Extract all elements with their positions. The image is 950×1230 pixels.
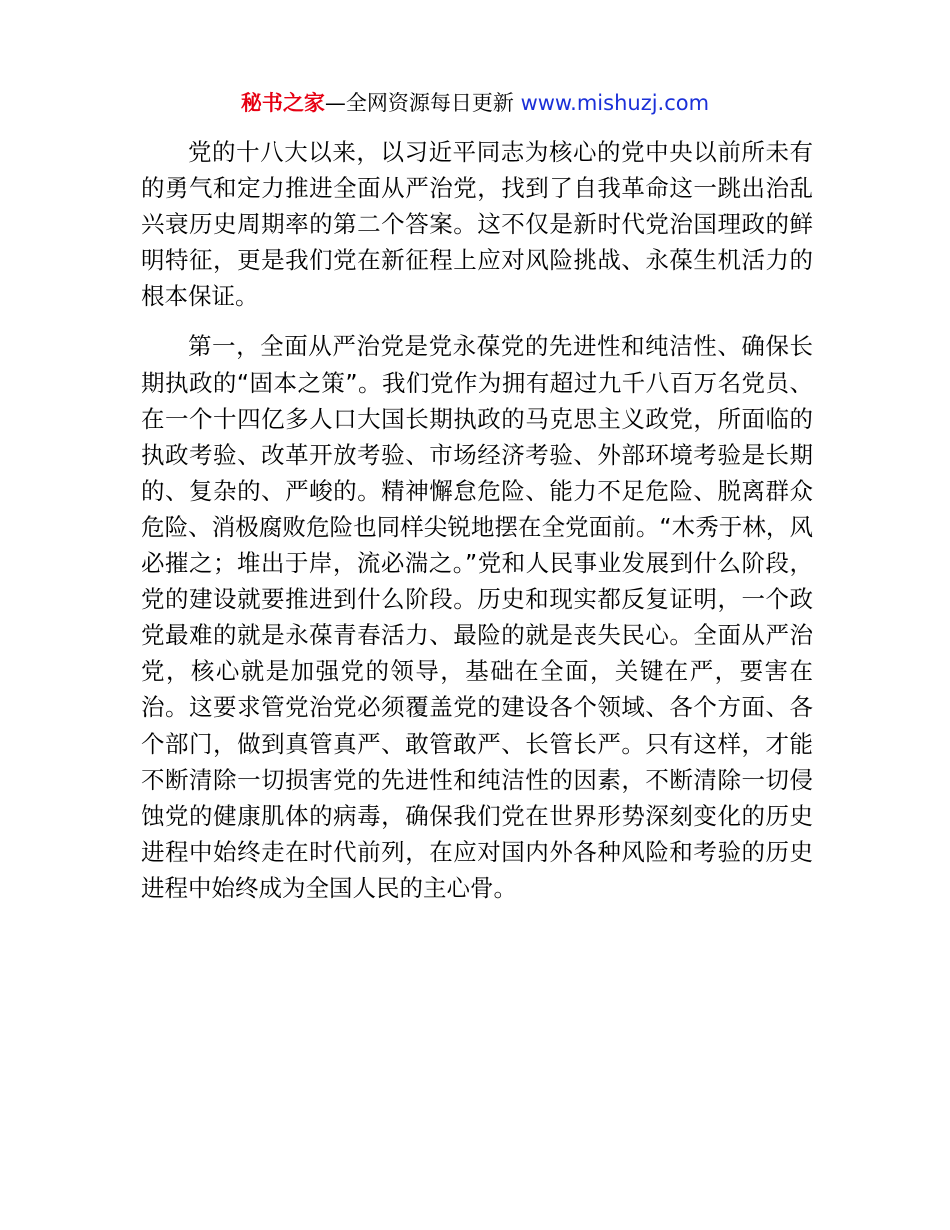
paragraph-intro: 党的十八大以来，以习近平同志为核心的党中央以前所未有的勇气和定力推进全面从严治党，找到了自我革命这一跳出治乱兴衰历史周期率的第二个答案。这不仅是新时代党治国理政的鲜明特征，更是我们党在新征程上应对风险挑战、永葆生机活力的根本保证。	[141, 138, 813, 311]
header-tagline: —全网资源每日更新	[324, 91, 521, 115]
brand-name: 秘书之家	[240, 91, 325, 115]
paragraph-first-point: 第一，全面从严治党是党永葆党的先进性和纯洁性、确保长期执政的“固本之策”。我们党作为拥有超过九千八百万名党员、在一个十四亿多人口大国长期执政的马克思主义政党，所面临的执政考验、改革开放考验、市场经济考验、外部环境考验是长期的、复杂的、严峻的。精神懈怠危险、能力不足危险、脱离群众危险、消极腐败危险也同样尖锐地摆在全党面前。“木秀于林，风必摧之；堆出于岸，流必湍之。”党和人民事业发展到什么阶段，党的建设就要推进到什么阶段。历史和现实都反复证明，一个政党最难的就是永葆青春活力、最险的就是丧失民心。全面从严治党，核心就是加强党的领导，基础在全面，关键在严，要害在治。这要求管党治党必须覆盖党的建设各个领域、各个方面、各个部门，做到真管真严、敢管敢严、长管长严。只有这样，才能不断清除一切损害党的先进性和纯洁性的因素，不断清除一切侵蚀党的健康肌体的病毒，确保我们党在世界形势深刻变化的历史进程中始终走在时代前列，在应对国内外各种风险和考验的历史进程中始终成为全国人民的主心骨。	[141, 332, 813, 902]
document-body	[141, 134, 813, 920]
website-link[interactable]: www.mishuzj.com	[520, 91, 710, 115]
page-header	[0, 88, 950, 118]
